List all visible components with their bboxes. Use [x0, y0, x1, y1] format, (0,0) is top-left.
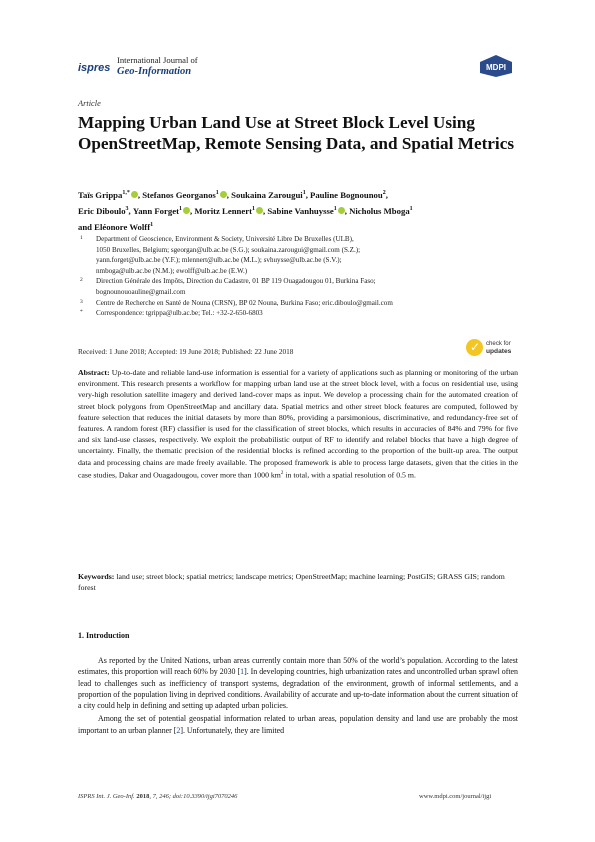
journal-name: [117, 55, 198, 77]
section-heading-introduction: 1. Introduction: [78, 631, 130, 640]
affiliation-item: 3 Centre de Recherche en Santé de Nouna (CRSN), BP 02 Nouna, Burkina Faso; eric.diboulo@gmail.com: [78, 298, 518, 309]
orcid-icon[interactable]: [338, 207, 345, 214]
orcid-icon[interactable]: [131, 191, 138, 198]
paragraph: As reported by the United Nations, urban areas currently contain more than 50% of the world’s population. According to the latest estimates, this proportion will reach 60% by 2030 [1]. In developing countries, high urbanization rates and uncontrolled urban sprawl often lead to challenges such as inefficiency of transport systems, degradation of the environment, growth of informal settlements, and a proportion of the population living in deprived conditions. Availability of accurate and up-to-date information about the current situation of a city could help in defining and setting up adapted urban policies.: [78, 656, 518, 711]
footer-citation: ISPRS Int. J. Geo-Inf. 2018, 7, 246; doi:10.3390/ijgi7070246: [78, 793, 238, 800]
affiliation-item: 1 Department of Geoscience, Environment & Society, Université Libre De Bruxelles (ULB), 1050 Bruxelles, Belgium; sgeorgan@ulb.ac.be (S.G.); soukaina.zarougui@gmail.com (S.Z.); yann.forget@ulb.ac.be (Y.F.); mlennert@ulb.ac.be (M.L.); svhuysse@ulb.ac.be (S.V.); nmboga@ulb.ac.be (N.M.); ewolff@ulb.ac.be (E.W.): [78, 234, 518, 276]
affiliation-line: Department of Geoscience, Environment & Society, Université Libre De Bruxelles (ULB),: [96, 235, 354, 243]
keywords-text: land use; street block; spatial metrics; landscape metrics; OpenStreetMap; machine learning; PostGIS; GRASS GIS; random forest: [78, 572, 505, 593]
paragraph: Among the set of potential geospatial information related to urban areas, population density and land use are probably the most important to an urban planner [2]. Unfortunately, they are limited: [78, 714, 518, 735]
journal-name-line2: Geo-Information: [117, 66, 192, 77]
affiliation-line: nmboga@ulb.ac.be (N.M.); ewolff@ulb.ac.be (E.W.): [96, 266, 248, 275]
affiliation-item: * Correspondence: tgrippa@ulb.ac.be; Tel.: +32-2-650-6803: [78, 308, 518, 319]
check-for-updates-button[interactable]: [466, 339, 518, 359]
abstract-text: Up-to-date and reliable land-use information is essential for a variety of applications such as planning or monitoring of the urban environment. This research presents a workflow for mapping urban land use at the street block level, with a focus on residential use, using very-high resolution satellite imagery and derived land-cover maps as input. We develop a processing chain for the automated creation of street block polygons from OpenStreetMap and ancillary data. Spatial metrics and other street block features are computed, followed by feature selection that reduces the initial datasets by more than 80%, providing a parsimonious, discriminative, and redundancy-free set of features. A random forest (RF) classifier is used for the classification of street blocks, which results in accuracies of 84% and 79% for five and six land-use classes, respectively. We exploit the probabilistic output of RF to identify and relabel blocks that have a high degree of uncertainty. Finally, the thematic precision of the residential blocks is refined according to the proportion of the built-up area. The output data and processing chains are made freely available. The proposed framework is able to process large datasets, given that the cities in the case studies, Dakar and Ouagadougou, cover more than 1000 km: [78, 368, 518, 480]
affiliation-line: yann.forget@ulb.ac.be (Y.F.); mlennert@ulb.ac.be (M.L.); svhuysse@ulb.ac.be (S.V.);: [96, 256, 342, 265]
affiliation-item: 2 Direction Générale des Impôts, Direction du Cadastre, 01 BP 119 Ouagadougou 01, Burkina Faso; bognounouoauline@gmail.com: [78, 276, 518, 297]
abstract-sup: 2: [280, 470, 284, 476]
abstract: [78, 367, 518, 481]
affiliation-line: Correspondence: tgrippa@ulb.ac.be; Tel.: +32-2-650-6803: [96, 309, 263, 318]
citation-link[interactable]: 2: [176, 725, 181, 735]
author-name: Sabine Vanhuysse$^1$ ,: [267, 206, 350, 216]
author-name: Pauline Bognounou$^2$,: [310, 190, 388, 200]
affiliations: [78, 234, 518, 319]
author-name: Soukaina Zarougui$^1$,: [231, 190, 311, 200]
orcid-icon[interactable]: [256, 207, 263, 214]
author-name: Taïs Grippa$^{1,*}$ ,: [78, 190, 143, 200]
footer-journal-url[interactable]: www.mdpi.com/journal/ijgi: [419, 793, 492, 800]
check-updates-icon: ✓: [466, 339, 483, 356]
keywords-label: Keywords:: [78, 572, 115, 581]
orcid-icon[interactable]: [220, 191, 227, 198]
author-name: Moritz Lennert$^1$ ,: [194, 206, 268, 216]
check-updates-label: check for updates: [486, 340, 512, 355]
journal-name-line1: International Journal of: [117, 55, 198, 65]
author-name: Nicholus Mboga$^1$: [349, 206, 413, 216]
affiliation-line: bognounouoauline@gmail.com: [96, 287, 186, 296]
author-name: and Eléonore Wolff$^1$: [78, 222, 154, 232]
affiliation-line: Direction Générale des Impôts, Direction du Cadastre, 01 BP 119 Ouagadougou 01, Burkina Faso;: [96, 277, 376, 286]
citation-link[interactable]: 1: [240, 667, 245, 677]
mdpi-logo-icon: [477, 54, 515, 78]
affiliation-line: Centre de Recherche en Santé de Nouna (CRSN), BP 02 Nouna, Burkina Faso; eric.diboulo@gmail.com: [96, 298, 393, 307]
orcid-icon[interactable]: [183, 207, 190, 214]
affiliation-line: 1050 Bruxelles, Belgium; sgeorgan@ulb.ac.be (S.G.); soukaina.zarougui@gmail.com (S.Z.);: [96, 245, 361, 254]
keywords: [78, 571, 518, 593]
author-name: Yann Forget$^1$ ,: [132, 206, 195, 216]
author-list: [78, 186, 518, 234]
article-type: Article: [78, 99, 101, 108]
svg-text:ispres: ispres: [78, 62, 111, 74]
abstract-text-end: in total, with a spatial resolution of 0.5 m.: [283, 470, 416, 480]
svg-text:MDPI: MDPI: [486, 63, 506, 72]
article-title: Mapping Urban Land Use at Street Block Level Using OpenStreetMap, Remote Sensing Data, and Spatial Metrics: [78, 113, 515, 153]
journal-logo-icon: [78, 58, 114, 76]
abstract-label: Abstract:: [78, 368, 110, 377]
publication-dates: Received: 1 June 2018; Accepted: 19 June 2018; Published: 22 June 2018: [78, 347, 294, 356]
author-name: Stefanos Georganos$^1$ ,: [142, 190, 232, 200]
author-name: Eric Diboulo$^3$,: [78, 206, 133, 216]
introduction-body: [78, 655, 518, 738]
